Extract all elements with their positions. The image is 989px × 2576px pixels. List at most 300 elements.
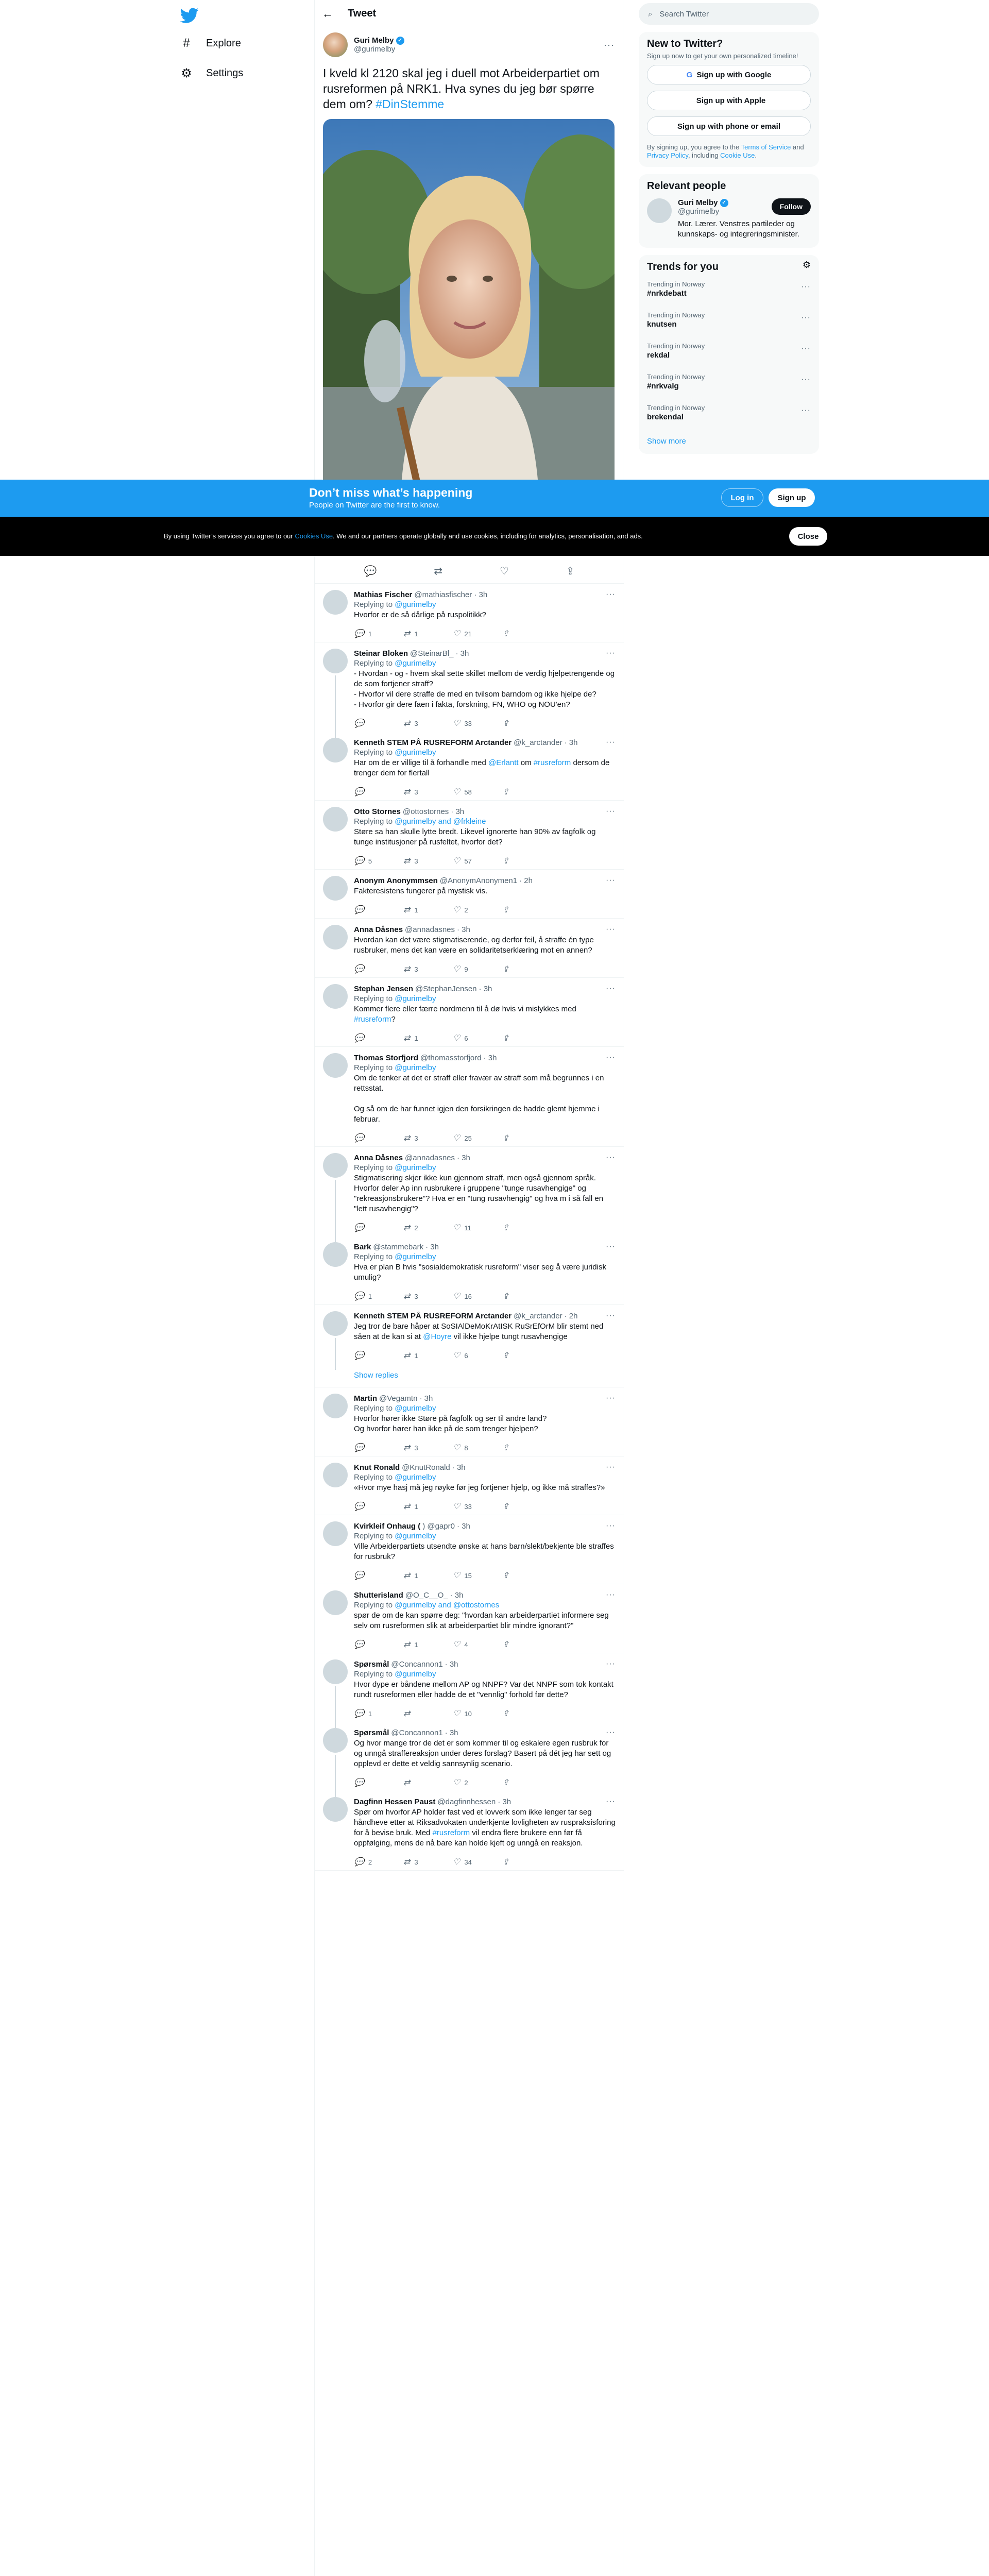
avatar[interactable]: [323, 738, 348, 762]
nav-settings[interactable]: [179, 66, 243, 80]
like-button[interactable]: [453, 961, 502, 977]
replying-to: Replying to @gurimelby: [354, 1063, 436, 1072]
reply-author-handle[interactable]: @annadasnes: [405, 1153, 455, 1162]
avatar[interactable]: [323, 1394, 348, 1418]
avatar[interactable]: [323, 1797, 348, 1822]
author-handle[interactable]: @gurimelby: [354, 45, 396, 54]
reply-button[interactable]: [354, 1030, 403, 1046]
more-options-icon[interactable]: ···: [606, 738, 616, 747]
reply-author-name[interactable]: Martin: [354, 1394, 377, 1403]
hashtag-link[interactable]: #DinStemme: [376, 97, 445, 111]
more-options-icon[interactable]: ···: [606, 1311, 616, 1320]
text-part: Hvorfor hører ikke Støre på fagfolk og ser til andre land? Og hvorfor hører han ikke på de som trenger hjelpen?: [354, 1414, 547, 1433]
like-button[interactable]: [453, 1347, 502, 1364]
reply-button[interactable]: [354, 961, 403, 977]
more-options-icon[interactable]: ···: [801, 406, 811, 415]
avatar[interactable]: [323, 1590, 348, 1615]
reply-time[interactable]: · 2h: [519, 876, 533, 885]
reply-count: 5: [368, 857, 372, 865]
more-options-icon[interactable]: ···: [606, 1053, 616, 1062]
signup-phone-button[interactable]: [647, 116, 811, 136]
reply-button[interactable]: [354, 1705, 403, 1722]
reply-button[interactable]: [354, 1636, 403, 1653]
share-button[interactable]: [502, 1288, 552, 1304]
like-button[interactable]: [453, 784, 502, 800]
reply-time[interactable]: · 3h: [457, 925, 470, 934]
like-button[interactable]: [453, 1439, 502, 1456]
like-button[interactable]: [453, 625, 502, 642]
more-options-icon[interactable]: ···: [606, 984, 616, 993]
retweet-button[interactable]: [403, 625, 453, 642]
share-button[interactable]: [502, 784, 552, 800]
retweet-button[interactable]: [403, 1219, 453, 1236]
reply-actions: [354, 1705, 616, 1722]
retweet-count: 3: [414, 1858, 418, 1866]
reply-author-name[interactable]: Spørsmål: [354, 1659, 389, 1669]
reply-icon: 💬: [354, 788, 364, 796]
reply-tweet[interactable]: [315, 584, 624, 642]
replying-to-handle[interactable]: @gurimelby: [395, 1404, 436, 1413]
more-options-icon[interactable]: ···: [606, 1394, 616, 1402]
like-count: 10: [464, 1709, 472, 1718]
reply-button[interactable]: [354, 1439, 403, 1456]
search-input[interactable]: Search Twitter: [659, 9, 709, 19]
retweet-count: 3: [414, 788, 418, 796]
replying-to-handle[interactable]: @gurimelby: [395, 1063, 436, 1072]
replying-to: Replying to @gurimelby: [354, 1404, 436, 1413]
like-icon[interactable]: ♡: [499, 566, 509, 577]
trend-item[interactable]: [639, 337, 819, 368]
more-options-icon[interactable]: ···: [606, 925, 616, 934]
reply-tweet[interactable]: [315, 1305, 624, 1364]
trend-item[interactable]: [639, 368, 819, 399]
reply-tweet[interactable]: [315, 1653, 624, 1722]
share-button[interactable]: [502, 1854, 552, 1870]
retweet-button[interactable]: [403, 1288, 453, 1304]
reply-count: 2: [368, 1858, 372, 1866]
replying-to-handle[interactable]: @gurimelby: [395, 1473, 436, 1482]
reply-text: [354, 1321, 616, 1342]
reply-tweet[interactable]: [315, 978, 624, 1047]
like-button[interactable]: [453, 715, 502, 732]
reply-author-name[interactable]: Anna Dåsnes: [354, 1153, 403, 1162]
show-replies-link[interactable]: Show replies: [315, 1364, 624, 1387]
reply-author-handle[interactable]: @O_C__O_: [405, 1590, 448, 1600]
retweet-icon: ⇄: [403, 719, 411, 728]
retweet-button[interactable]: [403, 902, 453, 918]
reply-time[interactable]: · 3h: [474, 590, 488, 599]
more-options-icon[interactable]: ···: [606, 876, 616, 885]
like-button[interactable]: [453, 1636, 502, 1653]
avatar[interactable]: [323, 1463, 348, 1487]
reply-tweet[interactable]: [315, 1791, 624, 1871]
reply-button[interactable]: [354, 853, 403, 869]
more-options-icon[interactable]: ···: [606, 807, 616, 816]
reply-tweet[interactable]: [315, 1584, 624, 1653]
more-options-icon[interactable]: ···: [606, 1590, 616, 1599]
retweet-icon: ⇄: [403, 1224, 411, 1232]
reply-button[interactable]: [354, 1567, 403, 1584]
share-icon: ⇪: [502, 1444, 509, 1452]
trend-item[interactable]: [639, 275, 819, 306]
reply-time[interactable]: · 3h: [498, 1797, 511, 1806]
replying-to-handle[interactable]: @gurimelby and @frkleine: [395, 817, 486, 826]
reply-author-handle[interactable]: @Vegamtn: [379, 1394, 418, 1403]
avatar[interactable]: [323, 876, 348, 901]
share-button[interactable]: [502, 1705, 552, 1722]
reply-tweet[interactable]: [315, 870, 624, 919]
share-button[interactable]: [502, 1774, 552, 1791]
reply-author-handle[interactable]: @dagfinnhessen: [437, 1797, 496, 1806]
replying-to: Replying to @gurimelby and @ottostornes: [354, 1601, 500, 1609]
share-button[interactable]: [502, 853, 552, 869]
avatar[interactable]: [323, 1521, 348, 1546]
reply-author-name[interactable]: Bark: [354, 1242, 371, 1251]
trend-context: Trending in Norway: [647, 373, 705, 381]
reply-author-handle[interactable]: @Concannon1: [391, 1728, 443, 1737]
like-button[interactable]: [453, 853, 502, 869]
retweet-button[interactable]: [403, 1030, 453, 1046]
like-button[interactable]: [453, 1498, 502, 1515]
more-options-icon[interactable]: ···: [801, 375, 811, 384]
like-button[interactable]: [453, 1567, 502, 1584]
retweet-button[interactable]: [403, 1347, 453, 1364]
avatar[interactable]: [323, 1053, 348, 1078]
reply-tweet[interactable]: [315, 1456, 624, 1515]
verified-badge-icon: ✓: [396, 37, 404, 45]
replying-to-handle[interactable]: @gurimelby: [395, 994, 436, 1003]
more-options-icon[interactable]: ···: [606, 1153, 616, 1162]
replying-to-handle[interactable]: @gurimelby: [395, 1532, 436, 1540]
nav-explore[interactable]: [179, 36, 241, 50]
reply-time[interactable]: · 3h: [455, 649, 469, 658]
retweet-icon: ⇄: [403, 1640, 411, 1649]
reply-button[interactable]: [354, 1288, 403, 1304]
inline-link[interactable]: @Hoyre: [423, 1332, 452, 1341]
cookie-text-part: By using Twitter’s services you agree to our: [164, 532, 295, 540]
reply-author-name[interactable]: Shutterisland: [354, 1590, 403, 1600]
reply-actions: [354, 1288, 616, 1304]
reply-button[interactable]: [354, 784, 403, 800]
inline-link[interactable]: @Erlantt: [488, 758, 519, 767]
reply-time[interactable]: · 3h: [452, 1463, 466, 1472]
share-button[interactable]: [502, 1498, 552, 1515]
avatar[interactable]: [323, 925, 348, 950]
reply-text: [354, 669, 616, 710]
reply-author-handle[interactable]: @StephanJensen: [415, 984, 477, 993]
replying-to-handle[interactable]: @gurimelby: [395, 600, 436, 609]
signup-apple-button[interactable]: [647, 91, 811, 110]
replying-to-handle[interactable]: @gurimelby: [395, 1670, 436, 1679]
like-button[interactable]: [453, 1288, 502, 1304]
replying-to: Replying to @gurimelby: [354, 1670, 436, 1679]
reply-tweet[interactable]: [315, 801, 624, 870]
retweet-button[interactable]: [403, 1567, 453, 1584]
signup-google-button[interactable]: [647, 65, 811, 84]
reply-tweet[interactable]: [315, 1047, 624, 1147]
terms-part: and: [791, 143, 804, 151]
reply-time[interactable]: · 3h: [564, 738, 578, 747]
reply-author-handle[interactable]: @ottostornes: [402, 807, 449, 816]
signup-button[interactable]: Sign up: [769, 488, 815, 507]
reply-icon[interactable]: 💬: [364, 566, 377, 577]
reply-time[interactable]: · 3h: [445, 1659, 458, 1669]
like-button[interactable]: [453, 902, 502, 918]
share-button[interactable]: [502, 1439, 552, 1456]
reply-author-handle[interactable]: @annadasnes: [405, 925, 455, 934]
reply-author-handle[interactable]: @k_arctander: [514, 1311, 562, 1320]
main-column: [314, 0, 623, 2576]
reply-button[interactable]: [354, 1130, 403, 1146]
reply-time[interactable]: · 3h: [445, 1728, 458, 1737]
share-icon: ⇪: [502, 1351, 509, 1360]
reply-button[interactable]: [354, 625, 403, 642]
retweet-button[interactable]: [403, 961, 453, 977]
more-options-icon[interactable]: ···: [606, 1728, 616, 1737]
trend-item[interactable]: [639, 306, 819, 337]
like-icon: ♡: [453, 1134, 461, 1143]
like-icon: ♡: [453, 1502, 461, 1511]
more-options-icon[interactable]: ···: [606, 1659, 616, 1668]
reply-time[interactable]: · 2h: [564, 1311, 578, 1320]
reply-author-name[interactable]: Kenneth STEM PÅ RUSREFORM Arctander: [354, 1311, 512, 1320]
reply-icon: 💬: [354, 1571, 364, 1580]
reply-author-name[interactable]: Spørsmål: [354, 1728, 389, 1737]
login-button[interactable]: Log in: [721, 488, 763, 507]
retweet-icon: ⇄: [403, 1134, 411, 1143]
reply-button[interactable]: [354, 1774, 403, 1791]
share-button[interactable]: [502, 1636, 552, 1653]
avatar[interactable]: [323, 590, 348, 615]
inline-link[interactable]: #rusreform: [354, 1015, 391, 1024]
reply-button[interactable]: [354, 715, 403, 732]
retweet-button[interactable]: [403, 1636, 453, 1653]
avatar[interactable]: [323, 1311, 348, 1336]
show-more-link[interactable]: Show more: [647, 437, 686, 446]
more-options-icon[interactable]: ···: [604, 39, 615, 50]
more-options-icon[interactable]: ···: [801, 313, 811, 322]
signup-google-label: Sign up with Google: [696, 70, 772, 79]
share-button[interactable]: [502, 715, 552, 732]
retweet-icon: ⇄: [403, 965, 411, 974]
retweet-button[interactable]: [403, 853, 453, 869]
more-options-icon[interactable]: ···: [606, 1521, 616, 1530]
avatar[interactable]: [323, 807, 348, 832]
reply-tweet[interactable]: [315, 1387, 624, 1456]
reply-button[interactable]: [354, 902, 403, 918]
follow-button[interactable]: Follow: [772, 198, 811, 215]
replying-to-handle[interactable]: @gurimelby: [395, 659, 436, 668]
verified-badge-icon: ✓: [720, 199, 728, 207]
like-button[interactable]: [453, 1774, 502, 1791]
text-part: vil endra flere brukere enn før få oppfølging, mens de nå bare kan holde kjeft og unngå en reaksjon.: [354, 1828, 583, 1848]
retweet-count: 1: [414, 1502, 418, 1511]
tweet-text: [323, 65, 615, 112]
reply-author-name[interactable]: Kvirkleif Onhaug (: [354, 1521, 421, 1531]
reply-tweet[interactable]: [315, 1515, 624, 1584]
avatar[interactable]: [647, 198, 672, 223]
cookie-use-link[interactable]: Cookie Use: [720, 151, 755, 159]
person-handle[interactable]: @gurimelby: [678, 207, 720, 216]
reply-text: [354, 1611, 616, 1631]
like-button[interactable]: [453, 1854, 502, 1870]
reply-text: [354, 1541, 616, 1562]
reply-tweet[interactable]: [315, 1236, 624, 1305]
reply-time[interactable]: · 3h: [450, 1590, 464, 1600]
inline-link[interactable]: #rusreform: [533, 758, 571, 767]
back-arrow-icon[interactable]: ←: [322, 7, 333, 20]
retweet-button[interactable]: [403, 1130, 453, 1146]
reply-author-handle[interactable]: @Concannon1: [391, 1659, 443, 1669]
retweet-button[interactable]: [403, 1705, 453, 1722]
like-count: 2: [464, 906, 468, 914]
text-part: Hvor dype er båndene mellom AP og NNPF? Var det NNPF som tok kontakt rundt rusreformen eller hadde de et "vennlig" forhold før dette?: [354, 1680, 613, 1699]
reply-tweet[interactable]: [315, 642, 624, 732]
share-button[interactable]: [502, 1130, 552, 1146]
retweet-count: 1: [414, 630, 418, 638]
reply-time[interactable]: · 3h: [457, 1153, 470, 1162]
reply-author-name[interactable]: Anonym Anonymmsen: [354, 876, 438, 885]
reply-time[interactable]: · 3h: [451, 807, 465, 816]
share-button[interactable]: [502, 902, 552, 918]
like-button[interactable]: [453, 1219, 502, 1236]
text-part: Ville Arbeiderpartiets utsendte ønske at hans barn/slekt/bekjente ble straffes for rusbruk?: [354, 1542, 614, 1561]
share-icon: ⇪: [502, 1778, 509, 1787]
avatar[interactable]: [323, 1153, 348, 1178]
reply-author-name[interactable]: Stephan Jensen: [354, 984, 414, 993]
reply-time[interactable]: · 3h: [483, 1053, 497, 1062]
avatar[interactable]: [323, 1659, 348, 1684]
reply-actions: [354, 784, 616, 800]
share-icon: ⇪: [502, 1034, 509, 1043]
retweet-button[interactable]: [403, 1774, 453, 1791]
replying-to: Replying to @gurimelby: [354, 994, 436, 1003]
reply-author-handle[interactable]: @thomasstorfjord: [420, 1053, 482, 1062]
retweet-button[interactable]: [403, 784, 453, 800]
reply-author-handle[interactable]: @KnutRonald: [402, 1463, 450, 1472]
more-options-icon[interactable]: ···: [606, 1242, 616, 1251]
replying-to-handle[interactable]: @gurimelby: [395, 1163, 436, 1172]
main-tweet: [315, 27, 623, 500]
text-part: Kommer flere eller færre nordmenn til å dø hvis vi mislykkes med: [354, 1005, 576, 1013]
reply-author-name[interactable]: Thomas Storfjord: [354, 1053, 419, 1062]
retweet-button[interactable]: [403, 1498, 453, 1515]
more-options-icon[interactable]: ···: [801, 344, 811, 353]
share-button[interactable]: [502, 1030, 552, 1046]
reply-tweet[interactable]: [315, 1147, 624, 1236]
more-options-icon[interactable]: ···: [606, 590, 616, 599]
replying-to-handle[interactable]: @gurimelby: [395, 1252, 436, 1261]
reply-author-name[interactable]: Steinar Bloken: [354, 649, 408, 658]
panel-title: Relevant people: [647, 180, 726, 192]
reply-author-name[interactable]: Mathias Fischer: [354, 590, 413, 599]
terms-link[interactable]: Terms of Service: [741, 143, 791, 151]
reply-author-handle[interactable]: @mathiasfischer: [414, 590, 472, 599]
like-button[interactable]: [453, 1030, 502, 1046]
reply-author-name[interactable]: Anna Dåsnes: [354, 925, 403, 934]
more-options-icon[interactable]: ···: [606, 649, 616, 657]
right-sidebar: [639, 0, 819, 454]
like-icon: ♡: [453, 1858, 461, 1867]
person-name[interactable]: Guri Melby: [678, 198, 718, 207]
avatar[interactable]: [323, 649, 348, 673]
reply-time[interactable]: · 3h: [425, 1242, 439, 1251]
page-header: [315, 0, 623, 27]
retweet-icon: ⇄: [403, 630, 411, 638]
cookies-use-link[interactable]: Cookies Use: [295, 532, 333, 540]
reply-time[interactable]: · 3h: [419, 1394, 433, 1403]
tweet-photo[interactable]: [323, 119, 615, 500]
reply-time[interactable]: · 3h: [456, 1521, 470, 1531]
retweet-icon[interactable]: ⇄: [434, 566, 443, 577]
share-button[interactable]: [502, 1219, 552, 1236]
more-options-icon[interactable]: ···: [801, 282, 811, 291]
privacy-link[interactable]: Privacy Policy: [647, 151, 688, 159]
retweet-button[interactable]: [403, 1854, 453, 1870]
more-options-icon[interactable]: ···: [606, 1797, 616, 1806]
share-button[interactable]: [502, 1347, 552, 1364]
like-icon: ♡: [453, 1778, 461, 1787]
avatar[interactable]: [323, 1728, 348, 1753]
author-name[interactable]: Guri Melby: [354, 36, 394, 45]
share-button[interactable]: [502, 625, 552, 642]
reply-author-handle[interactable]: ) @gapr0: [422, 1521, 455, 1531]
share-button[interactable]: [502, 1567, 552, 1584]
reply-button[interactable]: [354, 1498, 403, 1515]
reply-button[interactable]: [354, 1219, 403, 1236]
reply-author-handle[interactable]: @SteinarBl_: [410, 649, 454, 658]
trend-context: Trending in Norway: [647, 311, 705, 319]
like-button[interactable]: [453, 1705, 502, 1722]
avatar[interactable]: [323, 1242, 348, 1267]
reply-author-handle[interactable]: @AnonymAnonymen1: [439, 876, 518, 885]
gear-icon[interactable]: ⚙: [802, 260, 811, 270]
reply-author-name[interactable]: Otto Stornes: [354, 807, 401, 816]
replying-to-handle[interactable]: @gurimelby: [395, 748, 436, 757]
reply-author-name[interactable]: Kenneth STEM PÅ RUSREFORM Arctander: [354, 738, 512, 747]
reply-tweet[interactable]: [315, 732, 624, 801]
retweet-button[interactable]: [403, 715, 453, 732]
reply-tweet[interactable]: [315, 1722, 624, 1791]
like-button[interactable]: [453, 1130, 502, 1146]
reply-button[interactable]: [354, 1347, 403, 1364]
text-part: «Hvor mye hasj må jeg røyke før jeg fortjener hjelp, og ikke må straffes?»: [354, 1483, 605, 1492]
trend-item[interactable]: [639, 399, 819, 430]
inline-link[interactable]: #rusreform: [432, 1828, 470, 1837]
reply-author-name[interactable]: Dagfinn Hessen Paust: [354, 1797, 436, 1806]
twitter-logo-icon[interactable]: [180, 6, 199, 25]
share-button[interactable]: [502, 961, 552, 977]
reply-text: [354, 1738, 616, 1769]
retweet-button[interactable]: [403, 1439, 453, 1456]
person-card[interactable]: [639, 194, 819, 248]
reply-author-name[interactable]: Knut Ronald: [354, 1463, 400, 1472]
more-options-icon[interactable]: ···: [606, 1463, 616, 1471]
reply-author-handle[interactable]: @k_arctander: [514, 738, 562, 747]
reply-tweet[interactable]: [315, 919, 624, 978]
reply-time[interactable]: · 3h: [479, 984, 492, 993]
share-icon[interactable]: ⇪: [566, 566, 575, 577]
replying-to-handle[interactable]: @gurimelby and @ottostornes: [395, 1601, 500, 1609]
cookie-close-button[interactable]: Close: [789, 527, 827, 546]
avatar[interactable]: [323, 984, 348, 1009]
reply-text: [354, 1004, 616, 1025]
search-box[interactable]: [639, 3, 819, 25]
like-icon: ♡: [453, 1709, 461, 1718]
avatar[interactable]: [323, 32, 348, 57]
reply-author-handle[interactable]: @stammebark: [373, 1242, 424, 1251]
reply-button[interactable]: [354, 1854, 403, 1870]
